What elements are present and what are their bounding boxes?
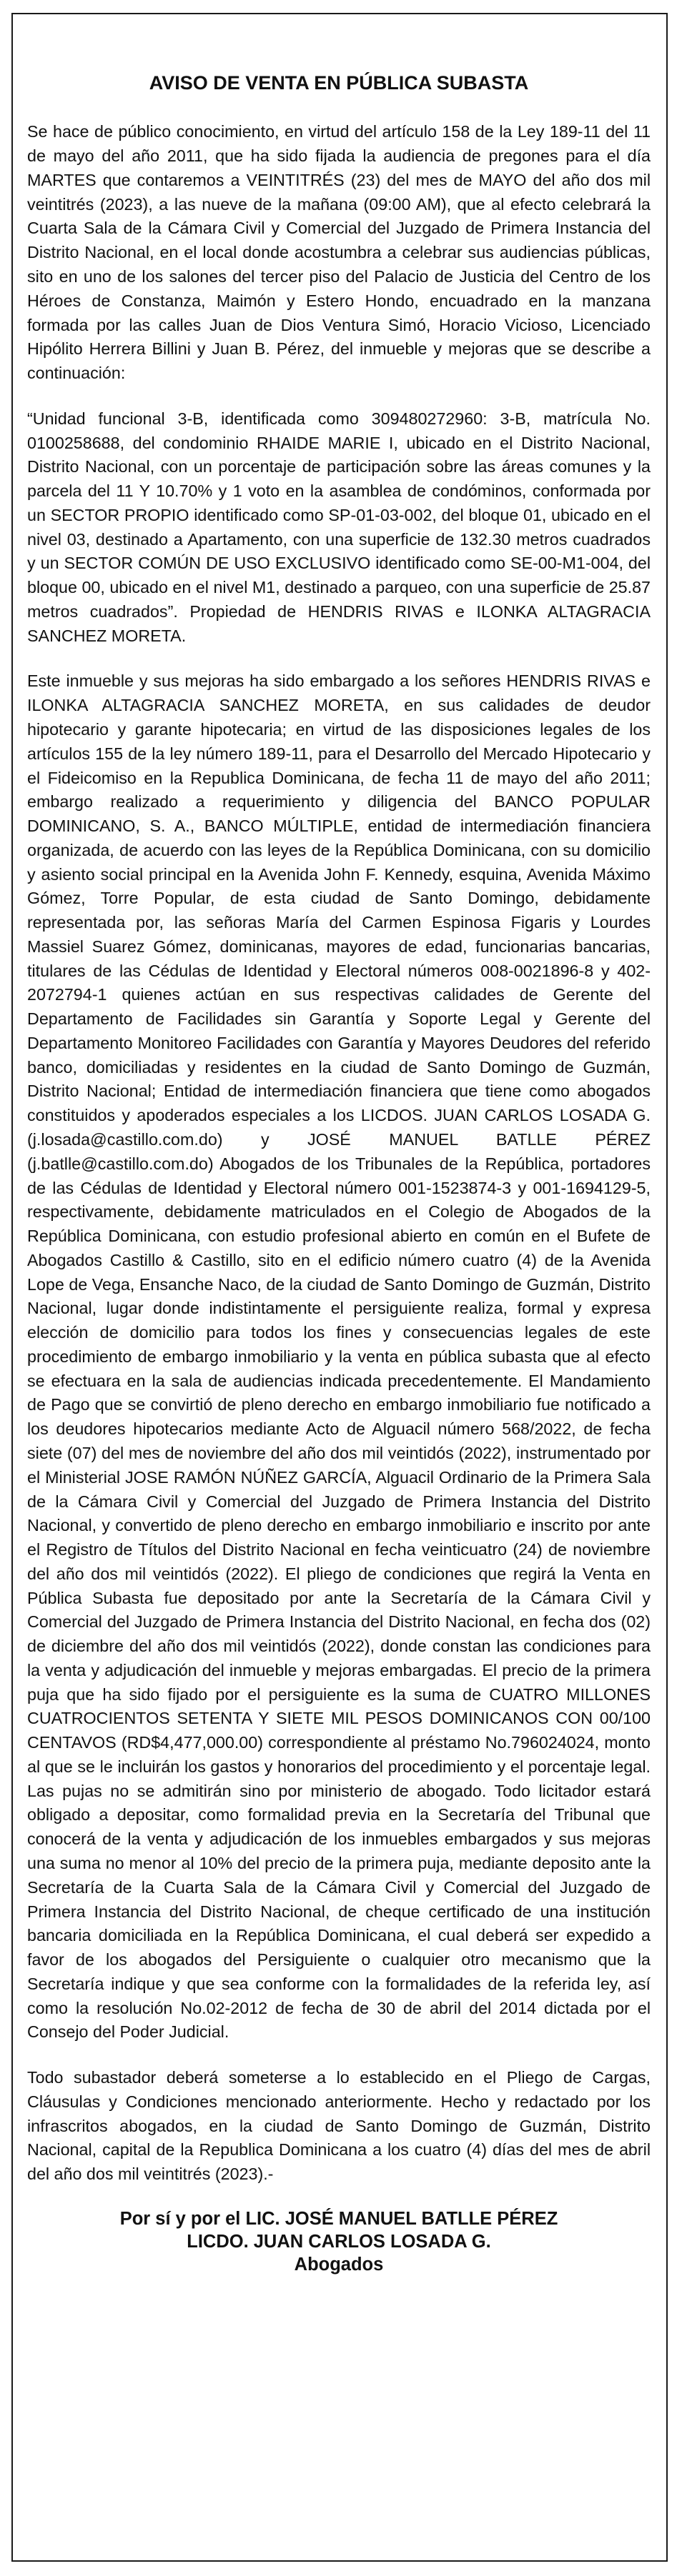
notice-title: AVISO DE VENTA EN PÚBLICA SUBASTA — [149, 72, 529, 94]
notice-paragraph-seizure: Este inmueble y sus mejoras ha sido embargado a los señores HENDRIS RIVAS e ILONKA ALTAGRACIA SANCHEZ MORETA, en sus calidades de deudor hipotecario y garante hipotecaria; en virtud de las disposiciones legales de los artículos 155 de la ley número 189-11, para el Desarrollo del Mercado Hipotecario y el Fideicomiso en la Republica Dominicana, de fecha 11 de mayo del año 2011; embargo realizado a requerimiento y diligencia del BANCO POPULAR DOMINICANO, S. A., BANCO MÚLTIPLE, entidad de intermediación financiera organizada, de acuerdo con las leyes de la República Dominicana, con su domicilio y asiento social principal en la Avenida John F. Kennedy, esquina, Avenida Máximo Gómez, Torre Popular, de esta ciudad de Santo Domingo, debidamente representada por, las señoras María del Carmen Espinosa Figaris y Lourdes Massiel Suarez Gómez, dominicanas, mayores de edad, funcionarias bancarias, titulares de las Cédulas de Identidad y Electoral números 008-0021896-8 y 402-2072794-1 quienes actúan en sus respectivas calidades de Gerente del Departamento de Facilidades sin Garantía y Soporte Legal y Gerente del Departamento Monitoreo Facilidades con Garantía y Mayores Deudores del referido banco, domiciliadas y residentes en la ciudad de Santo Domingo de Guzmán, Distrito Nacional; Entidad de intermediación financiera que tiene como abogados constituidos y apoderados especiales a los LICDOS. JUAN CARLOS LOSADA G. (j.losada@castillo.com.do) y JOSÉ MANUEL BATLLE PÉREZ (j.batlle@castillo.com.do) Abogados de los Tribunales de la República, portadores de las Cédulas de Identidad y Electoral número 001-1523874-3 y 001-1694129-5, respectivamente, debidamente matriculados en el Colegio de Abogados de la República Dominicana, con estudio profesional abierto en común en el Bufete de Abogados Castillo & Castillo, sito en el edificio número cuatro (4) de la Avenida Lope de Vega, Ensanche Naco, de la ciudad de Santo Domingo de Guzmán, Distrito Nacional, lugar donde indistintamente el persiguiente realiza, formal y expresa elección de domicilio para todos los fines y consecuencias legales de este procedimiento de embargo inmobiliario y la venta en pública subasta que al efecto se efectuara en la sala de audiencias indicada precedentemente. El Mandamiento de Pago que se convirtió de pleno derecho en embargo inmobiliario fue notificado a los deudores hipotecarios mediante Acto de Alguacil número 568/2022, de fecha siete (07) del mes de noviembre del año dos mil veintidós (2022), instrumentado por el Ministerial JOSE RAMÓN NÚÑEZ GARCÍA, Alguacil Ordinario de la Primera Sala de la Cámara Civil y Comercial del Juzgado de Primera Instancia del Distrito Nacional, y convertido de pleno derecho en embargo inmobiliario e inscrito por ante el Registro de Títulos del Distrito Nacional en fecha veinticuatro (24) de noviembre del año dos mil veintidós (2022). El pliego de condiciones que regirá la Venta en Pública Subasta fue depositado por ante la Secretaría de la Cámara Civil y Comercial del Juzgado de Primera Instancia del Distrito Nacional, en fecha dos (02) de diciembre del año dos mil veintidós (2022), donde constan las condiciones para la venta y adjudicación del inmueble y mejoras embargadas. El precio de la primera puja que ha sido fijado por el persiguiente es la suma de CUATRO MILLONES CUATROCIENTOS SETENTA Y SIETE MIL PESOS DOMINICANOS CON 00/100 CENTAVOS (RD$4,477,000.00) correspondiente al préstamo No.796024024, monto al que se le incluirán los gastos y honorarios del procedimiento y el porcentaje legal. Las pujas no se admitirán sino por ministerio de abogado. Todo licitador estará obligado a depositar, como formalidad previa en la Secretaría del Tribunal que conocerá de la venta y adjudicación de los inmuebles embargados y sus mejoras una suma no menor al 10% del precio de la primera puja, mediante deposito ante la Secretaría de la Cuarta Sala de la Cámara Civil y Comercial del Juzgado de Primera Instancia del Distrito Nacional, de cheque certificado de una institución bancaria domiciliada en la República Dominicana, el cual deberá ser expedido a favor de los abogados del Persiguiente o cualquier otro mecanismo que la Secretaría indique y que sea conforme con la formalidades de la referida ley, así como la resolución No.02-2012 de fecha de 30 de abril del 2014 dictada por el Consejo del Poder Judicial. — [27, 672, 651, 2042]
signature-line-2: LICDO. JUAN CARLOS LOSADA G. — [187, 2231, 491, 2252]
notice-paragraph-hearing: Se hace de público conocimiento, en virtud del artículo 158 de la Ley 189-11 del 11 de mayo del año 2011, que ha sido fijada la audiencia de pregones para el día MARTES que contaremos a VEINTITRÉS (23) del mes de MAYO del año dos mil veintitrés (2023), a las nueve de la mañana (09:00 AM), que al efecto celebrará la Cuarta Sala de la Cámara Civil y Comercial del Juzgado de Primera Instancia del Distrito Nacional, en el local donde acostumbra a celebrar sus audiencias públicas, sito en uno de los salones del tercer piso del Palacio de Justicia del Centro de los Héroes de Constanza, Maimón y Estero Hondo, encuadrado en la manzana formada por las calles Juan de Dios Ventura Simó, Horacio Vicioso, Licenciado Hipólito Herrera Billini y Juan B. Pérez, del inmueble y mejoras que se describe a continuación: — [27, 122, 651, 383]
notice-paragraph-closing: Todo subastador deberá someterse a lo establecido en el Pliego de Cargas, Cláusulas y Condiciones mencionado anteriormente. Hecho y redactado por los infrascritos abogados, en la ciudad de Santo Domingo de Guzmán, Distrito Nacional, capital de la Republica Dominicana a los cuatro (4) días del mes de abril del año dos mil veintitrés (2023).- — [27, 2068, 651, 2184]
signature-block — [27, 2208, 651, 2277]
legal-notice-frame — [11, 13, 668, 2562]
signature-line-1: Por sí y por el LIC. JOSÉ MANUEL BATLLE PÉREZ — [119, 2208, 558, 2229]
notice-content — [27, 71, 651, 2277]
signature-line-3: Abogados — [294, 2254, 384, 2275]
notice-paragraph-property: “Unidad funcional 3-B, identificada como 309480272960: 3-B, matrícula No. 0100258688, del condominio RHAIDE MARIE I, ubicado en el Distrito Nacional, Distrito Nacional, con un porcentaje de participación sobre las áreas comunes y la parcela del 11 Y 10.70% y 1 voto en la asamblea de condóminos, conformada por un SECTOR PROPIO identificado como SP-01-03-002, del bloque 01, ubicado en el nivel 03, destinado a Apartamento, con una superficie de 132.30 metros cuadrados y un SECTOR COMÚN DE USO EXCLUSIVO identificado como SE-00-M1-004, del bloque 00, ubicado en el nivel M1, destinado a parqueo, con una superficie de 25.87 metros cuadrados”. Propiedad de HENDRIS RIVAS e ILONKA ALTAGRACIA SANCHEZ MORETA. — [27, 409, 651, 645]
